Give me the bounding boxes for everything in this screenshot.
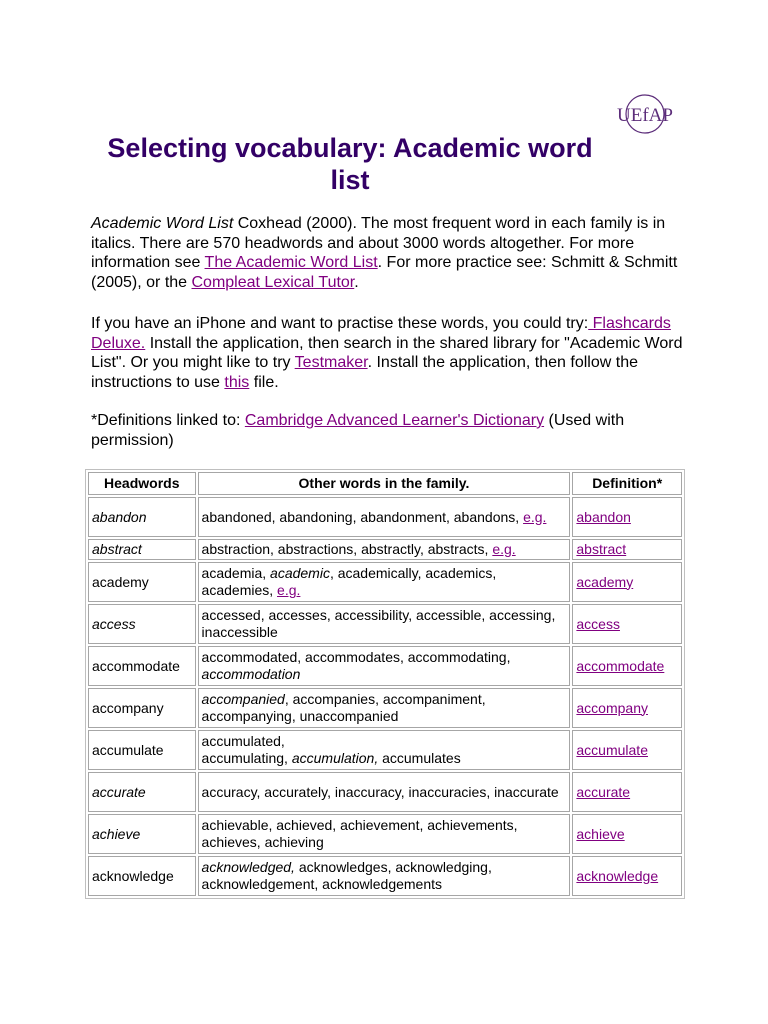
iphone-text-4: file. (249, 373, 279, 391)
headword-cell (88, 539, 196, 560)
family-words: , accompanies, accompaniment, accompanying, unaccompanied (201, 691, 486, 724)
family-word-italic: accompanied (201, 691, 285, 707)
definition-cell (572, 730, 682, 770)
intro-paragraph (91, 214, 691, 292)
logo-text: UEfAP (617, 105, 673, 126)
family-words: academia, (201, 565, 271, 581)
definition-link[interactable]: accumulate (576, 741, 648, 758)
definition-link[interactable]: accommodate (576, 657, 665, 674)
table-row (88, 497, 682, 537)
family-cell (198, 539, 571, 560)
family-words: acknowledges, acknowledging, acknowledgement, acknowledgements (201, 859, 492, 892)
definition-cell (572, 772, 682, 812)
family-cell (198, 814, 571, 854)
headword: abandon (92, 508, 147, 525)
family-cell (198, 730, 571, 770)
table-row (88, 688, 682, 728)
intro-text-2: . For more practice see: Schmitt & Schmitt (2005), or the (91, 254, 678, 291)
family-words: accessed, accesses, accessibility, accessible, accessing, inaccessible (201, 607, 556, 640)
example-link[interactable]: e.g. (523, 508, 547, 525)
definition-link[interactable]: achieve (576, 825, 625, 842)
definition-cell (572, 497, 682, 537)
family-words: accumulating, (201, 750, 292, 766)
family-cell (198, 772, 571, 812)
intro-text-1: Coxhead (2000). The most frequent word in each family is in italics. There are 570 headwords and about 3000 words altogether. For more information see (91, 215, 666, 272)
headword-cell (88, 730, 196, 770)
table-row (88, 772, 682, 812)
definitions-text-1: *Definitions linked to: (91, 412, 245, 429)
family-words: accuracy, accurately, inaccuracy, inaccuracies, inaccurate (201, 783, 559, 800)
example-link[interactable]: e.g. (492, 541, 516, 557)
family-words: achievable, achieved, achievement, achievements, achieves, achieving (201, 817, 518, 850)
headword: accurate (92, 783, 146, 800)
headword: accumulate (92, 741, 164, 758)
definition-cell (572, 562, 682, 602)
family-word-italic: accommodation (201, 666, 301, 682)
definition-cell (572, 646, 682, 686)
uefap-logo (608, 94, 682, 134)
headword-cell (88, 497, 196, 537)
family-word-italic: accumulation, (291, 750, 379, 766)
headword-cell (88, 604, 196, 644)
headword-cell (88, 772, 196, 812)
awl-italic-text: Academic Word List (91, 215, 234, 232)
headword-cell (88, 562, 196, 602)
definitions-text-2: (Used with permission) (91, 412, 625, 449)
definition-link[interactable]: academy (576, 573, 634, 590)
family-words: accumulated, (201, 733, 285, 749)
definition-cell (572, 856, 682, 896)
definition-link[interactable]: accurate (576, 783, 631, 800)
definition-cell (572, 539, 682, 560)
headword: abstract (92, 541, 142, 557)
table-row (88, 730, 682, 770)
example-link[interactable]: e.g. (277, 582, 301, 598)
table-header-row (88, 472, 682, 495)
headword: accommodate (92, 657, 180, 674)
definition-cell (572, 688, 682, 728)
headword: access (92, 615, 136, 632)
headword: achieve (92, 825, 141, 842)
header-definition: Definition* (572, 472, 682, 495)
family-cell (198, 856, 571, 896)
flashcards-deluxe-link[interactable]: Flashcards Deluxe. (91, 315, 671, 352)
headword: accompany (92, 699, 164, 716)
headword: acknowledge (92, 867, 174, 884)
header-family: Other words in the family. (198, 472, 571, 495)
page-title: Selecting vocabulary: Academic word list (107, 133, 593, 195)
family-words: accommodated, accommodates, accommodating, (201, 649, 511, 665)
table-row (88, 604, 682, 644)
family-words: abandoned, abandoning, abandonment, abandons, (201, 508, 524, 525)
word-list-table (85, 469, 685, 899)
definition-link[interactable]: access (576, 615, 620, 632)
family-word-italic: academic (270, 565, 330, 581)
definition-link[interactable]: abandon (576, 508, 631, 525)
definition-link[interactable]: accompany (576, 699, 648, 716)
intro-text-3: . (354, 273, 359, 291)
this-file-link[interactable]: this (224, 373, 250, 391)
family-cell (198, 646, 571, 686)
family-cell (198, 497, 571, 537)
headword: academy (92, 573, 149, 590)
table-row (88, 562, 682, 602)
iphone-text-3: . Install the application, then follow the instructions to use (91, 354, 638, 391)
table-body (88, 497, 682, 896)
cambridge-dictionary-link[interactable]: Cambridge Advanced Learner's Dictionary (244, 412, 545, 429)
table-row (88, 814, 682, 854)
compleat-lexical-tutor-link[interactable]: Compleat Lexical Tutor (191, 273, 355, 291)
testmaker-link[interactable]: Testmaker (294, 354, 368, 372)
definitions-note (91, 411, 691, 450)
table-row (88, 856, 682, 896)
family-cell (198, 688, 571, 728)
family-words: , academically, academics, academies, (201, 565, 497, 598)
definition-cell (572, 814, 682, 854)
family-words: accumulates (378, 750, 461, 766)
family-word-italic: acknowledged, (201, 859, 295, 875)
definition-link[interactable]: abstract (576, 541, 627, 557)
definition-link[interactable]: acknowledge (576, 867, 659, 884)
definition-cell (572, 604, 682, 644)
family-cell (198, 604, 571, 644)
iphone-text-2: Install the application, then search in the shared library for "Academic Word List". Or you might like to try (91, 334, 683, 372)
headword-cell (88, 646, 196, 686)
table-row (88, 646, 682, 686)
headword-cell (88, 688, 196, 728)
iphone-text-1: If you have an iPhone and want to practise these words, you could try: (91, 315, 589, 332)
headword-cell (88, 856, 196, 896)
family-cell (198, 562, 571, 602)
table-row (88, 539, 682, 560)
academic-word-list-link[interactable]: The Academic Word List (204, 254, 378, 272)
family-words: abstraction, abstractions, abstractly, abstracts, (201, 541, 493, 557)
headword-cell (88, 814, 196, 854)
iphone-paragraph (91, 314, 691, 392)
header-headwords: Headwords (88, 472, 196, 495)
